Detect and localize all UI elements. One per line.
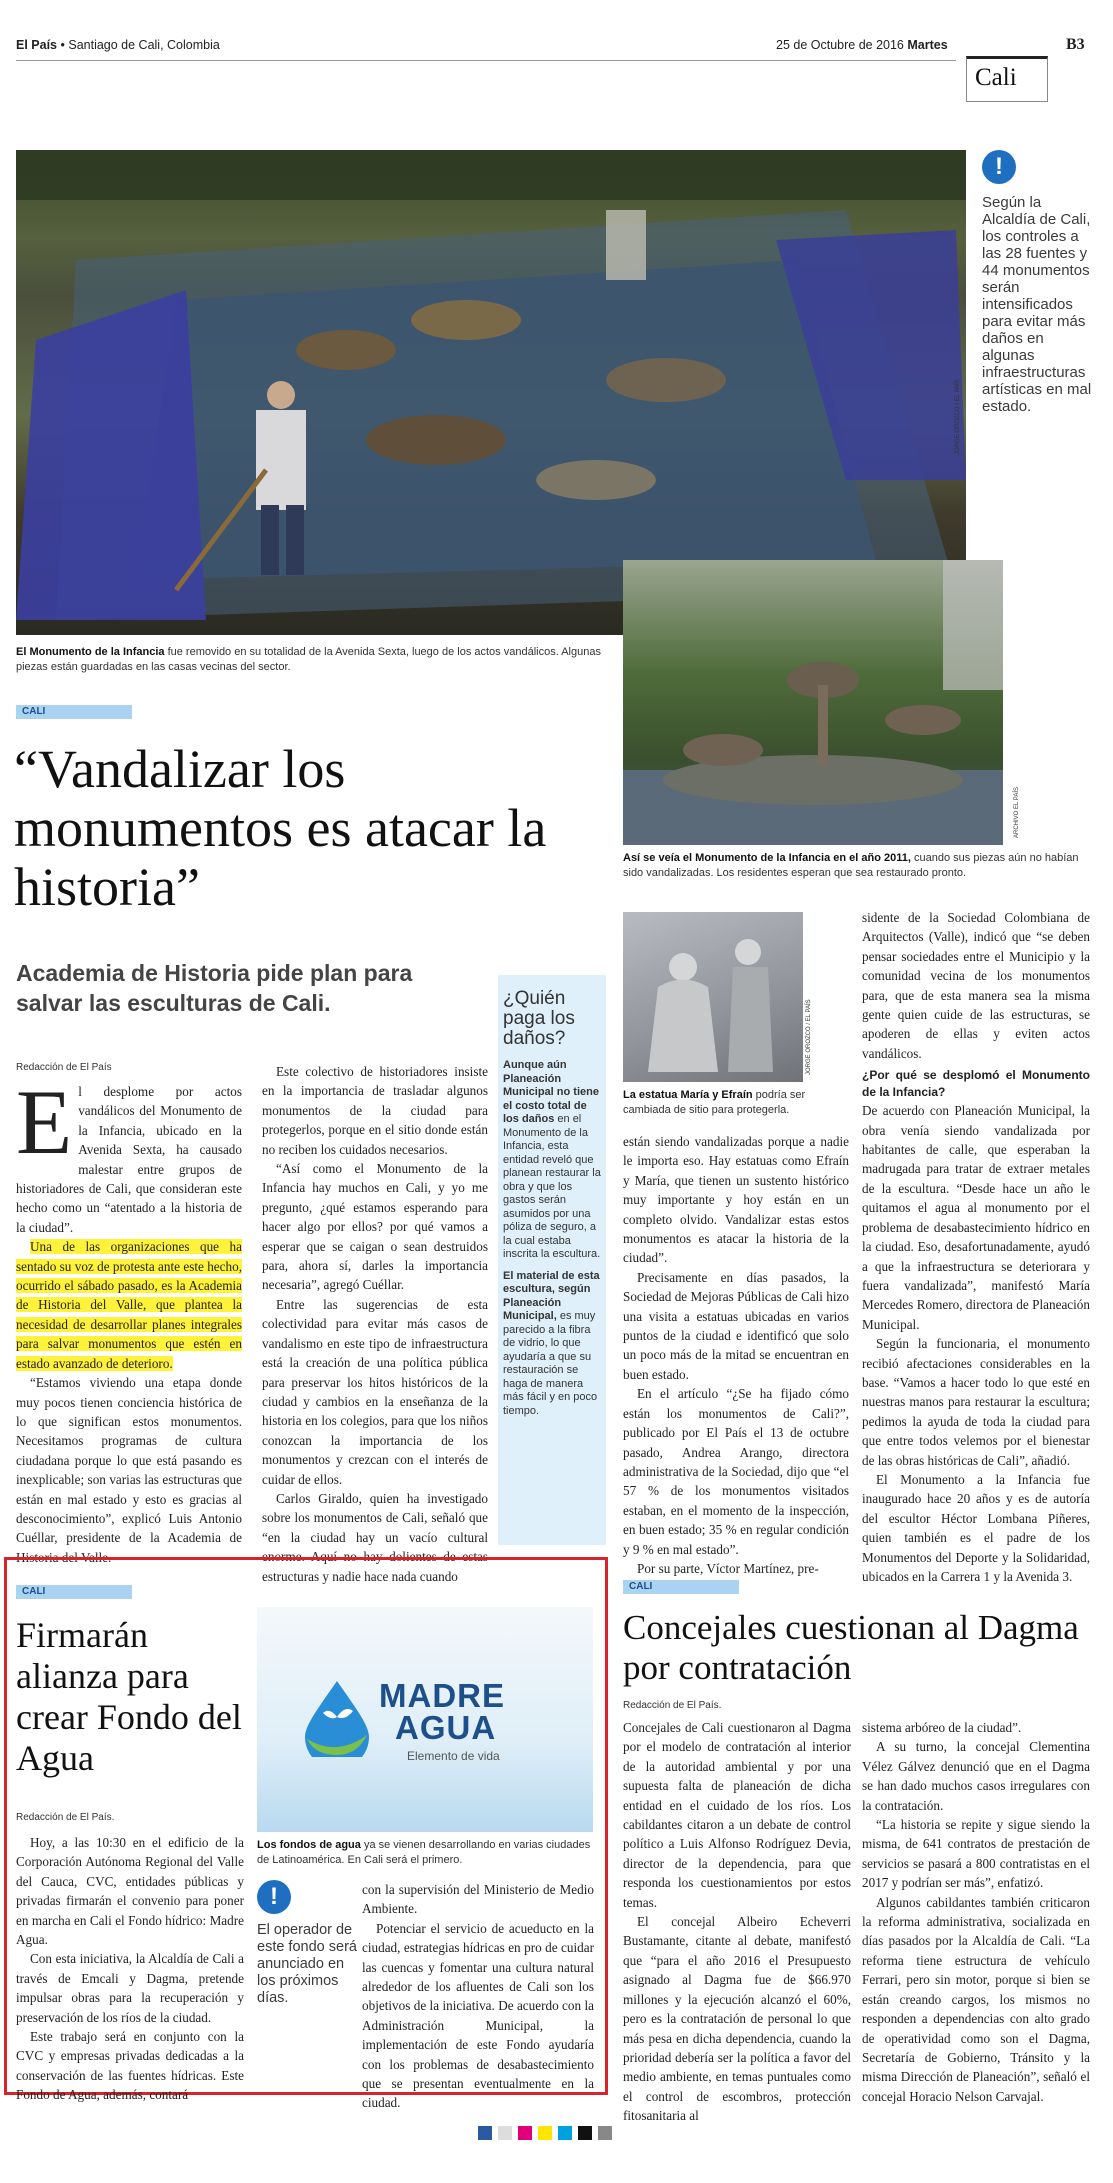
- top-photo-caption: [16, 645, 616, 675]
- maria-efrain-photo: [623, 912, 803, 1082]
- sidebar-title: ¿Quién paga los daños?: [503, 988, 575, 1049]
- paragraph: Este trabajo será en conjunto con la CVC y empresas privadas dedicadas a la conservación de las fuentes hídricas. Este Fondo de Agua, además, contará: [16, 2029, 244, 2103]
- paragraph: Por su parte, Víctor Martínez, pre-: [637, 1560, 819, 1576]
- paragraph: Con esta iniciativa, la Alcaldía de Cali a través de Emcali y Dagma, pretende impulsar obras para la recuperación y preservación de los ríos de la ciudad.: [16, 1951, 244, 2025]
- paragraph: Según la funcionaria, el monumento recibió afectaciones considerables en la base. “Vamos a hacer todo lo que esté en nuestras manos para restaurar la escultura; pedimos la ayuda de toda la ciudad para que entre todos velemos por el bienestar de las obras históricas de Cali”, añadió.: [862, 1336, 1090, 1468]
- photo3-credit: JORGE OROZCO / EL PAÍS: [806, 999, 812, 1075]
- color-swatch: [558, 2126, 572, 2140]
- paragraph: Carlos Giraldo, quien ha investigado sobre los monumentos de Cali, señaló que “en la ciudad hay un vacío cultural enorme. Aquí no hay dolientes de estas estructuras y nadie hace nada cuando: [262, 1490, 488, 1584]
- paragraph: Hoy, a las 10:30 en el edificio de la Corporación Autónoma Regional del Valle del Cauca, CVC, entidades públicas y privadas firmarán el convenio para poner en marcha en Cali el Fondo hídrico: Madre Agua.: [16, 1835, 244, 1948]
- header-rule: [16, 60, 956, 61]
- caption-text: ya se vienen desarrollando en varias ciudades de Latinoamérica. En Cali será el primero.: [257, 1839, 591, 1866]
- paragraph: con la supervisión del Ministerio de Medio Ambiente.: [362, 1882, 594, 1917]
- article2-photo-caption: [257, 1838, 593, 1868]
- paragraph: Concejales de Cali cuestionaron al Dagma por el modelo de contratación al interior de la autoridad ambiental y por una supuesta falta de planeación de dicha entidad en el cuidado de los ríos. Los cabildantes citaron a un debate de control político a Luis Alfonso Rodríguez Devia, director de la dependencia, para que responda los cuestionamientos por estos temas.: [623, 1720, 851, 1910]
- paragraph: Este colectivo de historiadores insiste en la importancia de trasladar algunos monumentos de la ciudad para protegerlos, porque en el sitio donde están no reciben los cuidados necesarios.: [262, 1064, 488, 1157]
- main-headline: “Vandalizar los monumentos es atacar la historia”: [14, 739, 547, 917]
- logo-line1: MADRE: [379, 1677, 505, 1714]
- article3-headline: Concejales cuestionan al Dagma por contratación: [623, 1608, 1079, 1687]
- main-col4: [862, 908, 1090, 1586]
- paragraph: Algunos cabildantes también criticaron la reforma administrativa, socializada en días pasados por la Alcaldía de Cali. “La reforma tiene estructura de vehículo Ferrari, pero sin motor, porque si bien se están creando cargos, los mismos no responden a dependencias con alto grado de operatividad como son el Dagma, Secretaría de Gobierno, Tránsito y la misma Dirección de Planeación”, señaló el concejal Horacio Nelson Carvajal.: [862, 1894, 1090, 2104]
- section-tag: CALI: [16, 705, 132, 719]
- info-icon: !: [257, 1880, 291, 1914]
- info-icon: !: [982, 150, 1016, 184]
- page-number: B3: [1066, 36, 1085, 53]
- photo2-credit: ARCHIVO EL PAÍS: [1014, 786, 1020, 838]
- header-date: [776, 38, 948, 52]
- sidebar-item: [503, 1059, 601, 1262]
- main-byline: Redacción de El País: [16, 1062, 112, 1073]
- paragraph: “La historia se repite y sigue siendo la misma, de 641 contratos de prestación de servicios se pasará a 800 contratistas en el 2017 y podrían ser más”, enfatizó.: [862, 1817, 1090, 1891]
- article2-col1: [16, 1833, 244, 2105]
- paragraph: El concejal Albeiro Echeverri Bustamante, citante al debate, manifestó que “para el año 2016 el Presupuesto asignado al Dagma fue de $66.970 millones y la ejecución alcanzó el 60%, pero es la contratación de personal lo que más pesa en dicha dependencia, cuando la prioridad debería ser la política a favor del medio ambiente, en temas puntuales como el control de escombros, protección fitosanitaria al: [623, 1914, 851, 2124]
- color-swatch: [518, 2126, 532, 2140]
- logo-tagline: Elemento de vida: [407, 1749, 500, 1763]
- sidebar-item-text: es muy parecido a la fibra de vidrio, lo que ayudaría a que su restauración se haga de manera más fácil y en poco tiempo.: [503, 1310, 598, 1417]
- caption-bold: La estatua María y Efraín: [623, 1089, 753, 1101]
- caption-text: fue removido en su totalidad de la Avenida Sexta, luego de los actos vandálicos. Algunas piezas están guardadas en las casas vecinas del sector.: [16, 646, 601, 673]
- color-swatch: [538, 2126, 552, 2140]
- statue-illustration: [623, 912, 803, 1082]
- article3-byline: Redacción de El País.: [623, 1700, 722, 1711]
- paragraph: l desplome por actos vandálicos del Monumento de la Infancia, ubicado en la Avenida Sexta, ha causado malestar entre grupos de historiadores de Cali, que consideran este hecho como un “atentado a la historia de la ciudad”.: [16, 1084, 242, 1235]
- paragraph: De acuerdo con Planeación Municipal, la obra venía siendo vandalizada por habitantes de calle, que esperaban la madrugada para tratar de extraer metales de la escultura. “Desde hace un año le quitamos el agua al monumento por el problema de desabastecimiento hídrico en la ciudad. Eso, desafortunadamente, ayudó a que la infraestructura se deteriorara y fuera vandalizada”, manifestó María Mercedes Romero, directora de Planeación Municipal.: [862, 1103, 1090, 1332]
- paragraph: “Estamos viviendo una etapa donde muy pocos tienen conciencia histórica de lo que significan estos monumentos. Necesitamos programas de cultura ciudadana porque lo que está pasando es inexplicable; son varias las estructuras que están en mal estado y esto es gracias al desconocimiento”, explicó Luis Antonio Cuéllar, presidente de la Academia de Historia del Valle.: [16, 1375, 242, 1565]
- paragraph: A su turno, la concejal Clementina Vélez Gálvez denunció que en el Dagma se han dado muchos casos irregulares con la contratación.: [862, 1739, 1090, 1813]
- sidebar-item-text: en el Monumento de la Infancia, esta entidad reveló que planean restaurar la obra y que los gastos serán asumidos por una póliza de seguro, a la cual estaba inscrita la escultura.: [503, 1113, 601, 1260]
- article2-byline: Redacción de El País.: [16, 1812, 115, 1823]
- highlighted-text: Una de las organizaciones que ha sentado su voz de protesta ante este hecho, ocurrido el sábado pasado, es la Academia de Historia del Valle, que plantea la necesidad de desarrollar planes integrales para salvar monumentos que estén en estado avanzado de deterioro.: [16, 1239, 242, 1371]
- color-swatch: [498, 2126, 512, 2140]
- top-photo-credit: JORGE OROZCO / EL PAÍS: [955, 379, 961, 455]
- article2-info: [257, 1880, 365, 2007]
- madre-agua-logo-box: [257, 1607, 593, 1832]
- paragraph: En el artículo “¿Se ha fijado cómo están los monumentos de Cali?”, publicado por El País el 13 de octubre pasado, Andrea Arango, directora administrativa de la Sociedad, dijo que “el 57 % de los monumentos visitados estaban, en el momento de la inspección, en buen estado; 35 % en regular condición y 9 % en mal estado”.: [623, 1386, 849, 1557]
- article2-tag: CALI: [16, 1585, 132, 1599]
- caption-text: cuando sus piezas aún no habían sido vandalizadas. Los residentes esperan que sea restaurado pronto.: [623, 852, 1079, 879]
- article3-tag: CALI: [623, 1580, 739, 1594]
- paragraph: sidente de la Sociedad Colombiana de Arquitectos (Valle), indicó que “se deben pensar sociedades entre el Municipio y la comunidad vecina de los monumentos para, que de esta manera sea la misma gente quien cuide de las estructuras, se apoderen de ellas y eviten actos vandálicos.: [862, 910, 1090, 1061]
- caption-bold: Los fondos de agua: [257, 1839, 361, 1851]
- article3-col2: [862, 1718, 1090, 2106]
- paragraph: están siendo vandalizadas porque a nadie le importa eso. Hay estatuas como Efraín y María, que tienen un sustento histórico muy importante y hoy están en un completo olvido. Vandalizar estas estos monumentos es atacar la historia de la ciudad”.: [623, 1134, 849, 1266]
- paragraph: sistema arbóreo de la ciudad”.: [862, 1720, 1022, 1735]
- top-info-panel: [966, 150, 1102, 450]
- sidebar-item: [503, 1270, 601, 1419]
- paragraph-highlighted: [16, 1237, 242, 1373]
- date-text: 25 de Octubre de 2016: [776, 38, 904, 52]
- paragraph: “Así como el Monumento de la Infancia hay muchos en Cali, y yo me pregunto, ¿qué estamos esperando para hacer algo por ellos? por qué vamos a esperar que se caigan o sean destruidos para, ahora sí, darles la importancia necesaria”, agregó Cuéllar.: [262, 1161, 488, 1293]
- color-swatch: [598, 2126, 612, 2140]
- color-swatch: [478, 2126, 492, 2140]
- caption-text: podría ser cambiada de sitio para protegerla.: [623, 1089, 806, 1116]
- paragraph: Potenciar el servicio de acueducto en la ciudad, estrategias hídricas en pro de cuidar las cuencas y fomentar una cultura natural alrededor de los afluentes de Cali son los objetivos de la iniciativa. De acuerdo con la Administración Municipal, la implementación de este Fondo ayudaría con los problemas de desabastecimiento que se presentan eventualmente en la ciudad.: [362, 1920, 594, 2111]
- main-col1: [16, 1071, 242, 1567]
- photo3-caption: [623, 1088, 813, 1118]
- caption-bold: El Monumento de la Infancia: [16, 646, 165, 658]
- header-separator: •: [60, 38, 65, 52]
- paragraph: Precisamente en días pasados, la Sociedad de Mejoras Públicas de Cali hizo una visita a estatuas ubicadas en varios puntos de la ciudad e identificó que solo un poco más de la mitad se encuentran en buen estado.: [623, 1269, 849, 1382]
- main-col2: [262, 1062, 488, 1586]
- water-drop-icon: [297, 1677, 377, 1757]
- main-subhead: Academia de Historia pide plan para salvar las esculturas de Cali.: [16, 960, 413, 1016]
- sidebar-item-bold: Aunque aún Planeación Municipal no tiene el costo total de los daños: [503, 1059, 599, 1125]
- color-swatch: [578, 2126, 592, 2140]
- page-header: [16, 38, 1096, 60]
- paragraph: El Monumento a la Infancia fue inaugurado hace 20 años y es de autoría del escultor Héctor Lombana Piñeres, quien también es el padre de los Monumentos del Deporte y la Solidaridad, ubicados en la Carrera 1 y la Avenida 3.: [862, 1471, 1090, 1584]
- monument-2011-photo: [623, 560, 1003, 845]
- weekday-text: Martes: [907, 38, 948, 52]
- photo2-caption: [623, 851, 1093, 881]
- sidebar-item-bold: El material de esta escultura, según Planeación Municipal,: [503, 1269, 600, 1322]
- print-color-bar: [478, 2126, 612, 2140]
- sidebar-box: [498, 975, 606, 1545]
- section-name: Cali: [975, 64, 1017, 91]
- top-info-text: Según la Alcaldía de Cali, los controles a las 28 fuentes y 44 monumentos serán intensificados para evitar más daños en algunas infraestructuras artísticas en mal estado.: [982, 194, 1092, 415]
- header-location: Santiago de Cali, Colombia: [68, 38, 220, 52]
- article2-col3: [362, 1880, 594, 2113]
- paragraph: Entre las sugerencias de esta colectividad para evitar más casos de vandalismo en este tipo de infraestructura está la creación de una política pública para preservar los hitos históricos de la ciudad y cambios en la enseñanza de la historia en los colegios, para que los niños conozcan la importancia de los monumentos y crezcan con el interés de cuidar de ellos.: [262, 1296, 488, 1487]
- newspaper-name: El País: [16, 38, 57, 52]
- subheading: ¿Por qué se desplomó el Monumento de la Infancia?: [862, 1068, 1090, 1100]
- caption-bold: Así se veía el Monumento de la Infancia en el año 2011,: [623, 852, 911, 864]
- main-col3: [623, 1132, 849, 1578]
- article2-info-text: El operador de este fondo será anunciado en los próximos días.: [257, 1922, 357, 2006]
- article3-col1: [623, 1718, 851, 2126]
- logo-line2: AGUA: [395, 1709, 497, 1746]
- monument-2011-illustration: [623, 560, 1003, 845]
- dropcap: E: [16, 1071, 73, 1173]
- article2-headline: Firmarán alianza para crear Fondo del Agua: [16, 1615, 242, 1778]
